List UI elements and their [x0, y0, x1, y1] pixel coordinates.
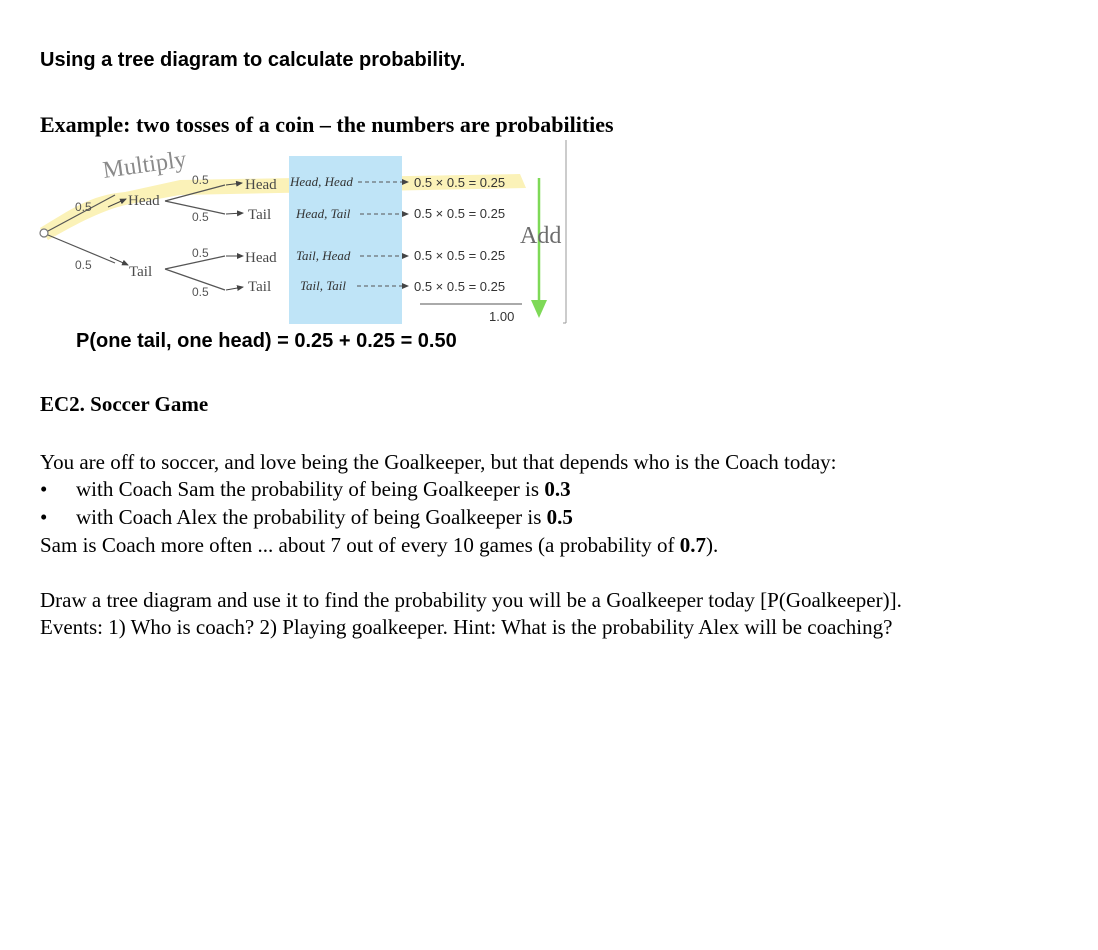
events-hint-line: Events: 1) Who is coach? 2) Playing goalkeeper. Hint: What is the probability Alex will be coaching? — [40, 615, 893, 639]
event-hh: Head — [245, 177, 277, 193]
bullet-dot-icon: • — [40, 505, 48, 529]
event-th: Head — [245, 250, 277, 266]
event-tt: Tail — [248, 279, 272, 295]
bullet-value-sam: 0.3 — [544, 477, 571, 501]
section-heading: Using a tree diagram to calculate probability. — [40, 49, 466, 71]
bullet-text-alex: with Coach Alex the probability of being Goalkeeper is — [76, 505, 547, 529]
calc-tt: 0.5 × 0.5 = 0.25 — [414, 279, 506, 294]
add-label: Add — [520, 223, 562, 249]
ec2-intro: You are off to soccer, and love being the Goalkeeper, but that depends who is the Coach today: — [40, 450, 837, 474]
multiply-label: Multiply — [101, 146, 189, 184]
prob-tail-1: 0.5 — [75, 258, 92, 272]
outcome-hh: Head, Head — [290, 174, 353, 189]
ec2-title: EC2. Soccer Game — [40, 392, 209, 416]
event-head-1: Head — [128, 193, 160, 209]
coin-tree-diagram — [30, 140, 575, 330]
example-title: Example: two tosses of a coin – the numbers are probabilities — [40, 112, 614, 137]
bullet-dot-icon: • — [40, 477, 48, 501]
sam-coach-text: Sam is Coach more often ... about 7 out of every 10 games (a probability of — [40, 533, 680, 557]
instruction-line: Draw a tree diagram and use it to find the probability you will be a Goalkeeper today [P(Goalkeeper)]. — [40, 588, 902, 612]
outcome-tt: Tail, Tail — [300, 278, 347, 293]
prob-th: 0.5 — [192, 246, 209, 260]
prob-head-1: 0.5 — [75, 200, 92, 214]
outcome-th: Tail, Head — [296, 248, 351, 263]
calc-hh: 0.5 × 0.5 = 0.25 — [414, 175, 506, 190]
prob-tt: 0.5 — [192, 285, 209, 299]
bullet-value-alex: 0.5 — [546, 505, 573, 529]
sam-coach-value: 0.7 — [679, 533, 707, 557]
calc-total: 1.00 — [489, 309, 515, 324]
event-ht: Tail — [248, 207, 272, 223]
calc-th: 0.5 × 0.5 = 0.25 — [414, 248, 506, 263]
outcome-ht: Head, Tail — [296, 206, 351, 221]
bullet-text-sam: with Coach Sam the probability of being Goalkeeper is — [76, 477, 545, 501]
prob-ht: 0.5 — [192, 210, 209, 224]
tree-diagram-graphic — [30, 140, 575, 330]
event-tail-1: Tail — [129, 264, 153, 280]
probability-result: P(one tail, one head) = 0.25 + 0.25 = 0.50 — [76, 330, 457, 352]
sam-coach-end: ). — [706, 533, 719, 557]
sam-coach-line — [40, 533, 718, 558]
root-node — [40, 229, 48, 237]
calc-ht: 0.5 × 0.5 = 0.25 — [414, 206, 506, 221]
add-arrow-head — [531, 300, 547, 318]
prob-hh: 0.5 — [192, 173, 209, 187]
